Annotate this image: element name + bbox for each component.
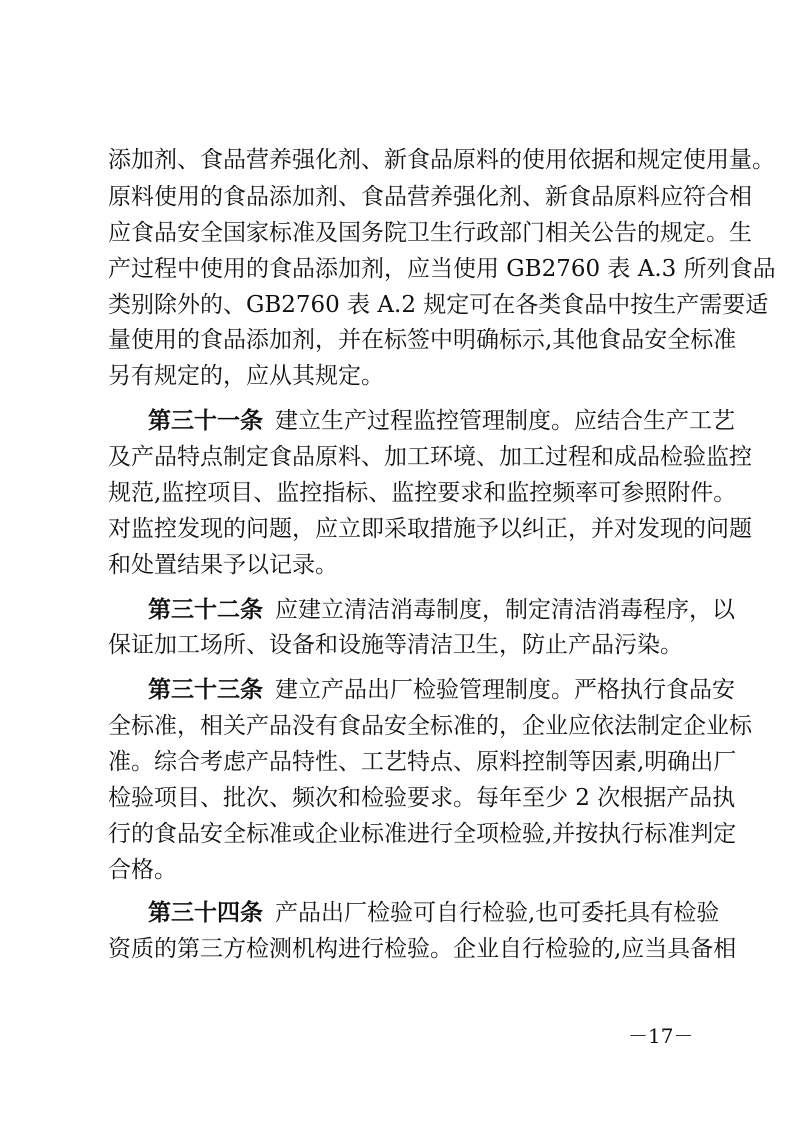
- text-line: 产品出厂检验可自行检验,也可委托具有检验: [275, 900, 720, 926]
- text-line: 及产品特点制定食品原料、加工环境、加工过程和成品检验监控: [108, 444, 752, 470]
- text-line: 添加剂、食品营养强化剂、新食品原料的使用依据和规定使用量。: [108, 147, 775, 173]
- text-line: 类别除外的、GB2760 表 A.2 规定可在各类食品中按生产需要适: [108, 292, 769, 318]
- article-heading: 第三十一条: [148, 408, 263, 434]
- text-line: 应建立清洁消毒制度，制定清洁消毒程序，以: [275, 597, 735, 623]
- text-line: 原料使用的食品添加剂、食品营养强化剂、新食品原料应符合相: [108, 184, 752, 210]
- text-line: 检验项目、批次、频次和检验要求。每年至少 2 次根据产品执: [108, 785, 736, 811]
- text-line: 行的食品安全标准或企业标准进行全项检验,并按执行标准判定: [108, 821, 737, 847]
- text-line: 建立生产过程监控管理制度。应结合生产工艺: [275, 408, 735, 434]
- text-line: 对监控发现的问题，应立即采取措施予以纠正，并对发现的问题: [108, 516, 752, 542]
- text-line: 合格。: [108, 857, 177, 883]
- text-line: 全标准，相关产品没有食品安全标准的，企业应依法制定企业标: [108, 713, 752, 739]
- article-34-first-line: [148, 898, 720, 928]
- text-line: 准。综合考虑产品特性、工艺特点、原料控制等因素,明确出厂: [108, 749, 737, 775]
- text-line: 应食品安全国家标准及国务院卫生行政部门相关公告的规定。生: [108, 220, 752, 246]
- text-line: 规范,监控项目、监控指标、监控要求和监控频率可参照附件。: [108, 480, 737, 506]
- article-32-first-line: [148, 595, 735, 625]
- text-line: 保证加工场所、设备和设施等清洁卫生，防止产品污染。: [108, 632, 683, 658]
- text-line: 量使用的食品添加剂，并在标签中明确标示,其他食品安全标准: [108, 327, 737, 353]
- text-line: 和处置结果予以记录。: [108, 552, 338, 578]
- text-line: 产过程中使用的食品添加剂，应当使用 GB2760 表 A.3 所列食品: [108, 256, 776, 282]
- article-heading: 第三十四条: [148, 900, 263, 926]
- article-33-first-line: [148, 675, 735, 705]
- text-line: 另有规定的，应从其规定。: [108, 363, 384, 389]
- article-31-first-line: [148, 406, 735, 436]
- text-line: 建立产品出厂检验管理制度。严格执行食品安: [275, 677, 735, 703]
- page-number: －17－: [628, 1024, 694, 1048]
- article-heading: 第三十三条: [148, 677, 263, 703]
- text-line: 资质的第三方检测机构进行检验。企业自行检验的,应当具备相: [108, 936, 737, 962]
- article-heading: 第三十二条: [148, 597, 263, 623]
